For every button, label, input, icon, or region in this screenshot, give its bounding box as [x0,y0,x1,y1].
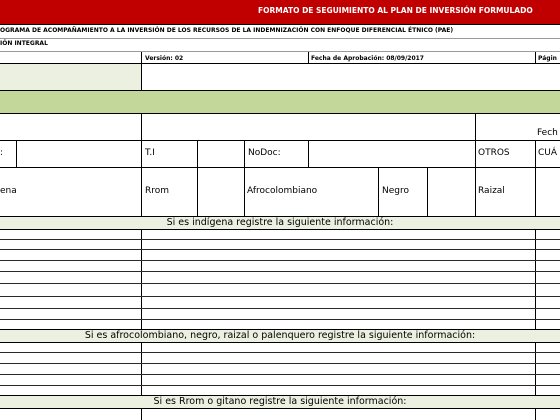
version-label: Versión: 02 [145,55,184,62]
afrocolombiano-label: Afrocolombiano [247,186,318,196]
page-label: Págin [538,55,557,62]
approval-date-label: Fecha de Aprobación: 08/09/2017 [311,55,424,62]
program-subtitle: IÓN INTEGRAL [0,40,48,47]
afro-section-header: Si es afrocolombiano, negro, raizal o palenquero registre la siguiente información: [84,330,476,341]
green-band [0,91,560,113]
rrom-section-header: Si es Rrom o gitano registre la siguiente información: [153,396,407,407]
indigena-label-fragment: ena [0,186,17,196]
rrom-label: Rrom [145,186,170,196]
meta-fill-cell [0,64,141,90]
cual-label: CUÁ [538,148,558,158]
raizal-label: Raizal [478,186,505,196]
document-label-fragment: : [0,148,4,158]
otros-label: OTROS [478,148,510,158]
fecha-label: Fech [537,128,558,138]
negro-label: Negro [382,186,409,196]
form-title: FORMATO DE SEGUIMIENTO AL PLAN DE INVERSIÓN FORMULADO [258,6,533,15]
nodoc-label: NoDoc: [248,148,281,158]
program-title: OGRAMA DE ACOMPAÑAMIENTO A LA INVERSIÓN DE LOS RECURSOS DE LA INDEMNIZACIÓN CON ENFOQUE DIFERENCIAL ÉTNICO (PAE) [0,27,454,34]
indigena-section-header: Si es indígena registre la siguiente información: [166,217,394,228]
ti-label: T.I [145,148,155,158]
